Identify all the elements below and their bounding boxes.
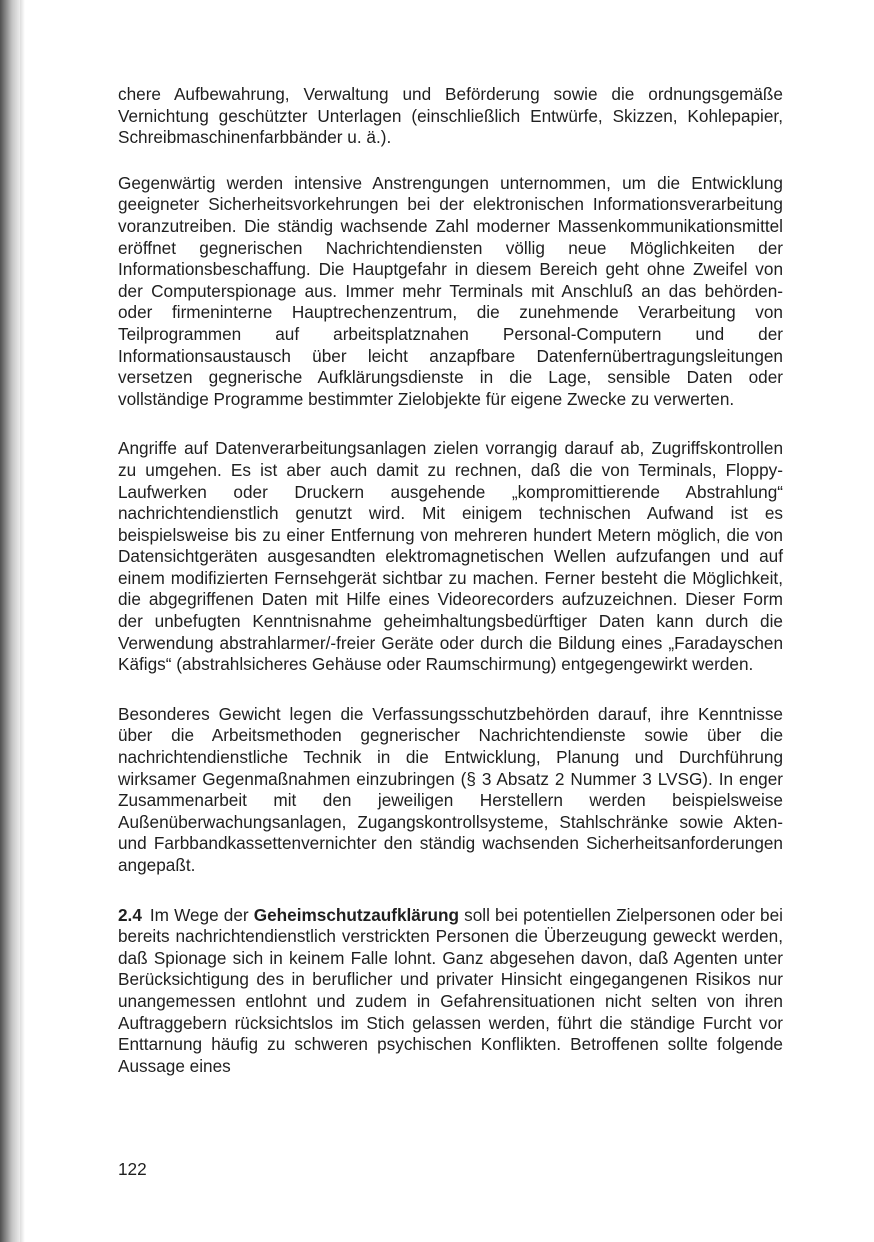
paragraph-4: Besonderes Gewicht legen die Verfassungsschutzbehörden darauf, ihre Kenntnisse über die Arbeitsmethoden gegnerischer Nachrichtendienste sowie über die nachrichtendienstliche Technik in die Entwicklung, Planung und Durchführung wirksamer Gegenmaßnahmen einzubringen (§ 3 Absatz 2 Nummer 3 LVSG). In enger Zusammenarbeit mit den jeweiligen Herstellern werden beispielsweise Außenüberwachungsanlagen, Zugangskontrollsysteme, Stahlschränke sowie Akten- und Farbbandkassettenvernichter den ständig wachsenden Sicherheitsanforderungen angepaßt. [118, 703, 783, 875]
section-number: 2.4 [118, 904, 142, 925]
paragraph-2: Gegenwärtig werden intensive Anstrengungen unternommen, um die Entwicklung geeigneter Sicherheitsvorkehrungen bei der elektronischen Informationsverarbeitung voranzutreiben. Die ständig wachsende Zahl moderner Massenkommunikationsmittel eröffnet gegnerischen Nachrichtendiensten völlig neue Möglichkeiten der Informationsbeschaffung. Die Hauptgefahr in diesem Bereich geht ohne Zweifel von der Computerspionage aus. Immer mehr Terminals mit Anschluß an das behörden- oder firmeninterne Hauptrechenzentrum, die zunehmende Verarbeitung von Teilprogrammen auf arbeitsplatznahen Personal-Computern und der Informationsaustausch über leicht anzapfbare Datenfernübertragungsleitungen versetzen gegnerische Aufklärungsdienste in die Lage, sensible Daten oder vollständige Programme bestimmter Zielobjekte für eigene Zwecke zu verwerten. [118, 172, 783, 409]
section-term: Geheimschutzaufklärung [253, 904, 460, 925]
page-number: 122 [118, 1159, 147, 1179]
paragraph-3: Angriffe auf Datenverarbeitungsanlagen zielen vorrangig darauf ab, Zugriffskontrollen zu umgehen. Es ist aber auch damit zu rechnen, daß die von Terminals, Floppy-Laufwerken oder Druckern ausgehende „kompromittierende Abstrahlung“ nachrichtendienstlich genutzt wird. Mit einigem technischen Aufwand ist es beispielsweise bis zu einer Entfernung von mehreren hundert Metern möglich, die von Datensichtgeräten ausgesandten elektromagnetischen Wellen aufzufangen und auf einem modifizierten Fernsehgerät sichtbar zu machen. Ferner besteht die Möglichkeit, die abgegriffenen Daten mit Hilfe eines Videorecorders aufzuzeichnen. Dieser Form der unbefugten Kenntnisnahme geheimhaltungsbedürftiger Daten kann durch die Verwendung abstrahlarmer/-freier Geräte oder durch die Bildung eines „Faradayschen Käfigs“ (abstrahlsicheres Gehäuse oder Raumschirmung) entgegengewirkt werden. [118, 438, 783, 675]
page-edge [20, 0, 25, 1242]
section-2-4-paragraph [118, 905, 783, 1078]
body-text [118, 84, 783, 1105]
section-intro: Im Wege der [149, 904, 254, 925]
section-rest: soll bei potentiellen Zielpersonen oder bei bereits nachrichtendienstlich verstrickten Personen die Überzeugung geweckt werden, daß Spionage sich in keinem Falle lohnt. Ganz abgesehen davon, daß Agenten unter Berücksichtigung des in beruflicher und privater Hinsicht eingegangenen Risikos nur unangemessen entlohnt und zudem in Gefahrensituationen nicht selten von ihren Auftraggebern rücksichtslos im Stich gelassen werden, führt die ständige Furcht vor Enttarnung häufig zu schweren psychischen Konflikten. Betroffenen sollte folgende Aussage eines [118, 904, 783, 1076]
paragraph-1: chere Aufbewahrung, Verwaltung und Beförderung sowie die ordnungsgemäße Vernichtung geschützter Unterlagen (einschließlich Entwürfe, Skizzen, Kohlepapier, Schreibmaschinenfarbbänder u. ä.). [118, 84, 783, 148]
book-spine-shadow [0, 0, 20, 1242]
